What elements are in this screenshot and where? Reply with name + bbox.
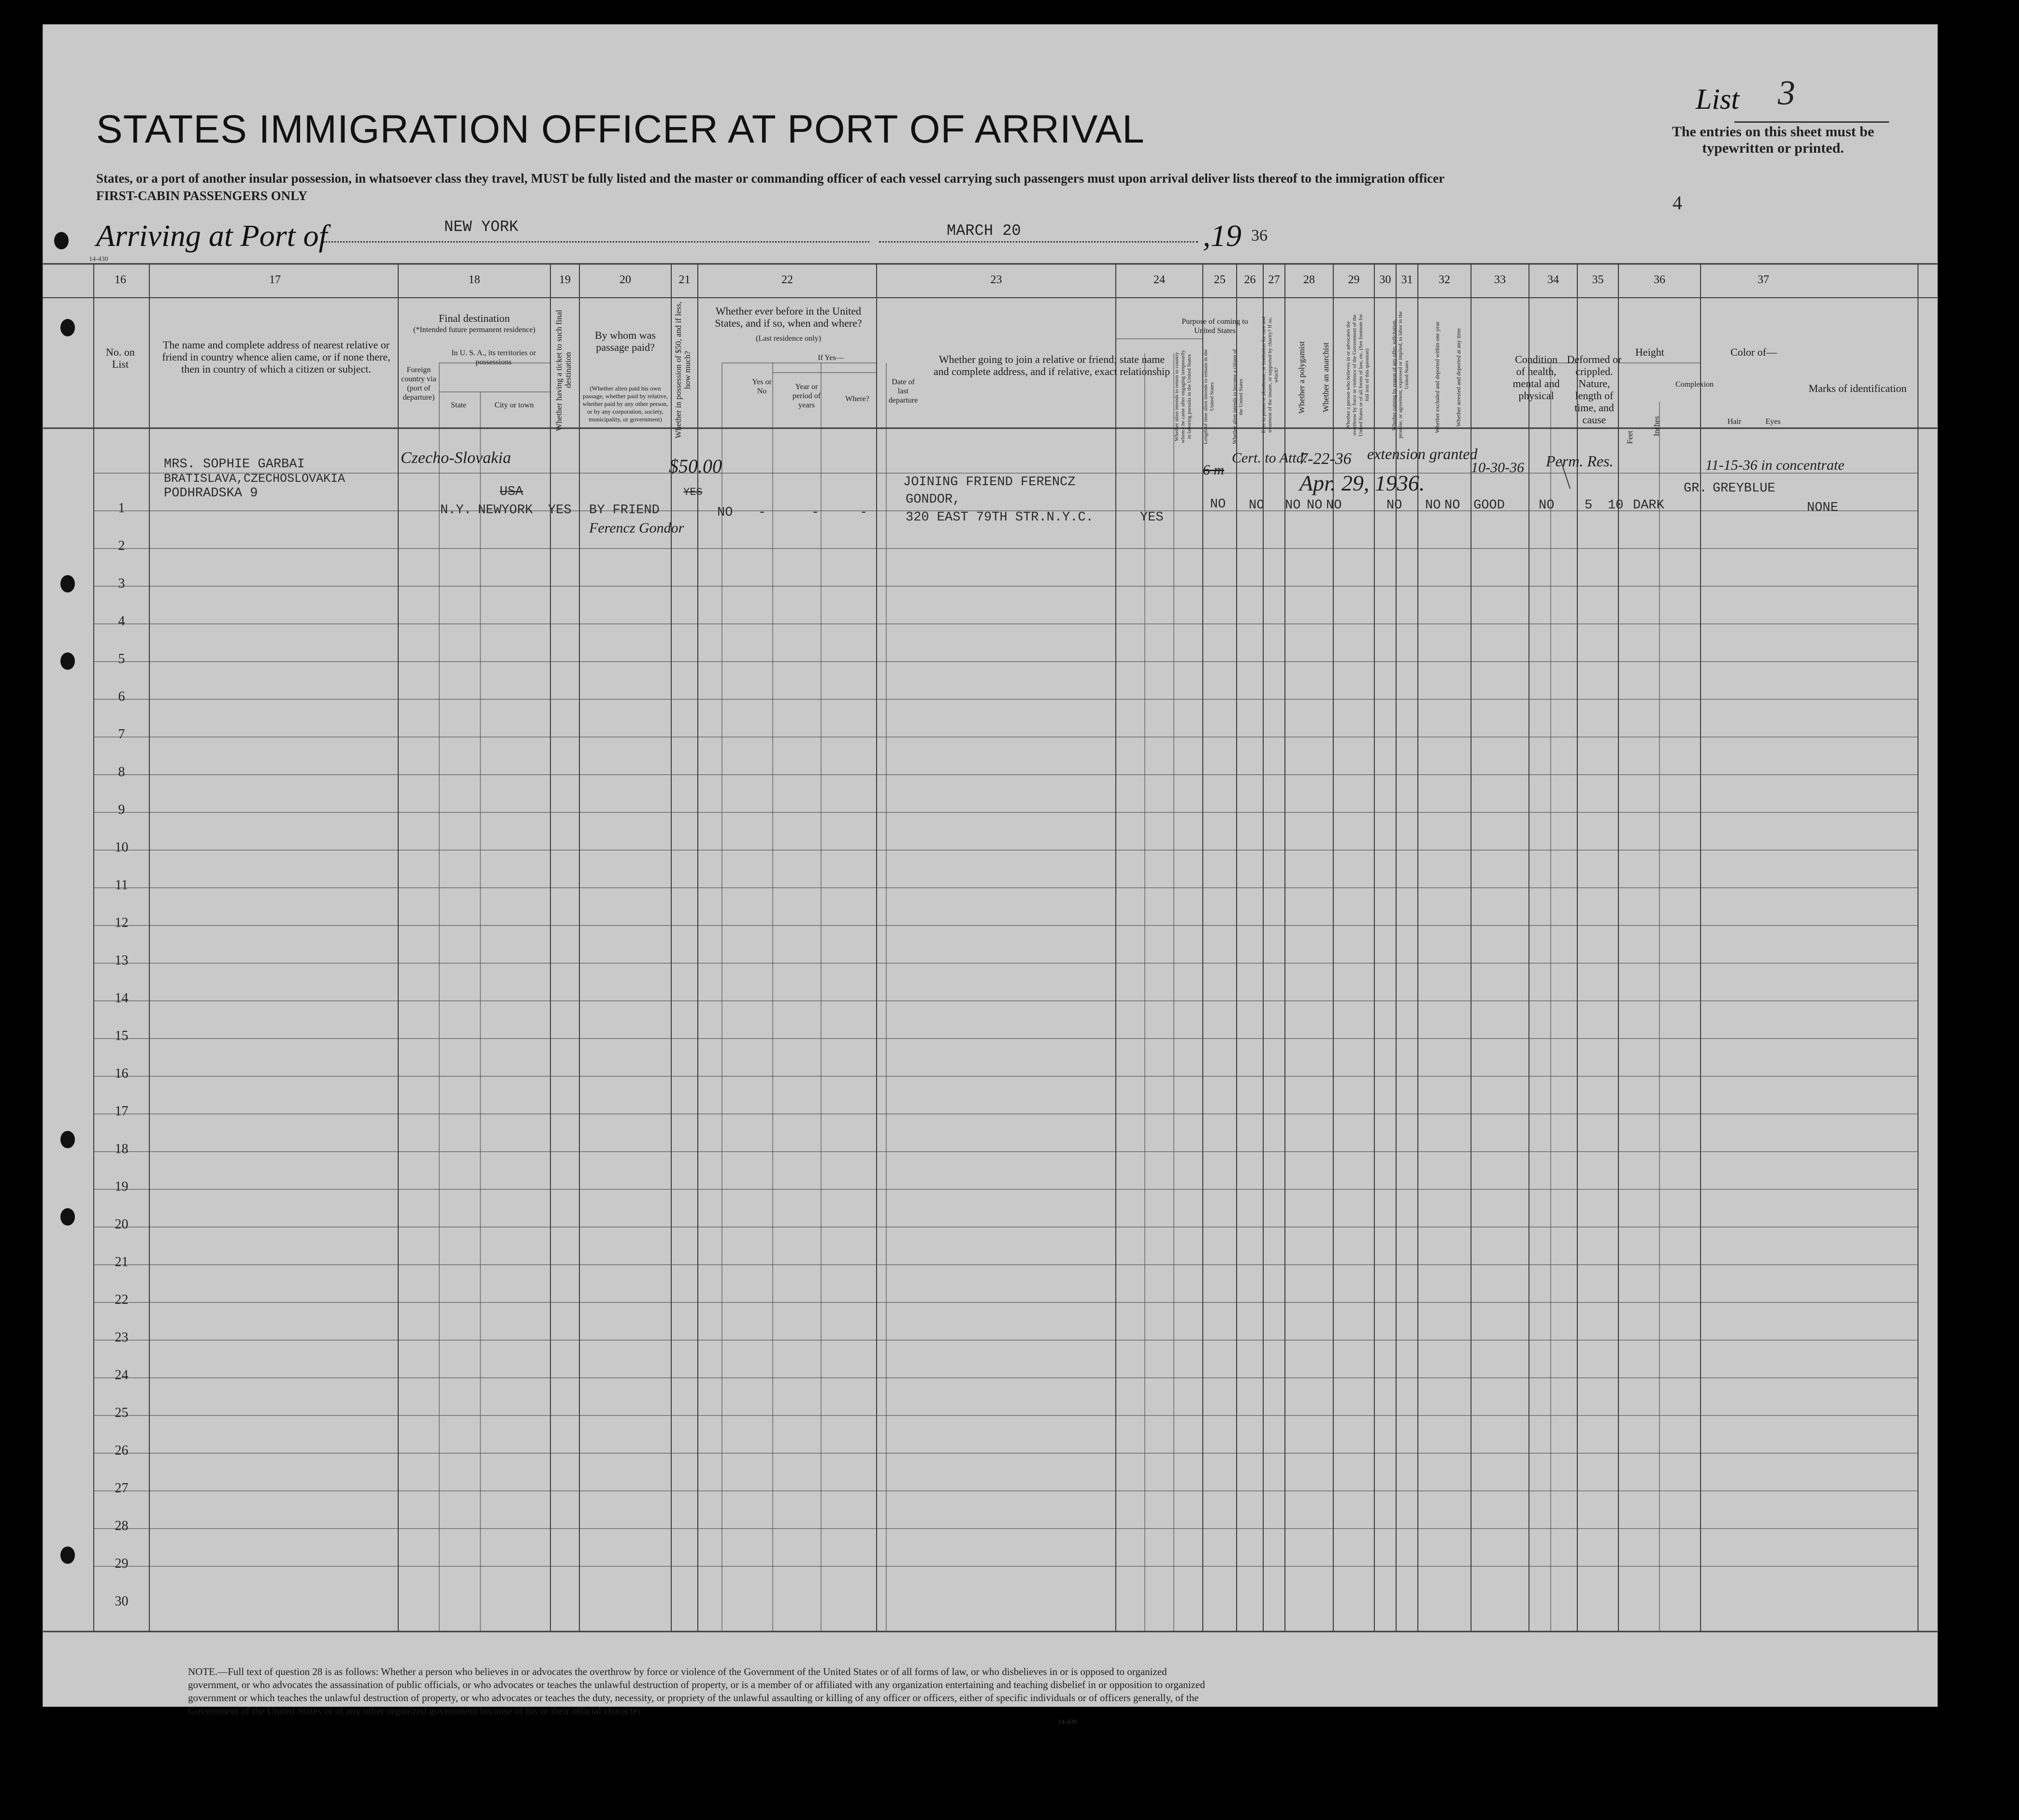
col-number-21: 21	[678, 274, 691, 286]
row-number: 22	[115, 1292, 129, 1307]
header-in-usa: In U. S. A., its territories or possessions	[451, 349, 536, 366]
col-number-34: 34	[1547, 274, 1559, 286]
header-prison: Ever in prison or almshouse, or institution for care and treatment of the insane, or supported by charity? If so, which?	[1261, 317, 1279, 433]
col-number-25: 25	[1214, 274, 1226, 286]
header-eyes: Eyes	[1765, 418, 1781, 426]
header-purpose: Purpose of coming to United States	[1182, 318, 1248, 335]
header-feet: Feet	[1626, 431, 1634, 444]
row-number: 21	[115, 1255, 129, 1270]
row-number: 30	[115, 1594, 129, 1609]
entry-purpose-length: 6 m	[1203, 462, 1225, 478]
col-number-33: 33	[1494, 274, 1506, 286]
punch-hole	[60, 1546, 75, 1564]
arrival-port: NEW YORK	[444, 218, 519, 236]
entry-passage-payer: Ferencz Gondor	[589, 520, 684, 536]
header-state: State	[451, 401, 466, 409]
col-number-29: 29	[1348, 274, 1360, 286]
footnote-code: 14-430	[1058, 1719, 1077, 1726]
row-number: 24	[115, 1368, 129, 1383]
header-ticket: Whether having a ticket to such final destination	[554, 309, 573, 431]
row-number: 25	[115, 1405, 129, 1420]
col-number-36: 36	[1654, 274, 1665, 286]
entry-where-dash: -	[811, 506, 820, 520]
arrival-label: Arriving at Port of	[96, 218, 328, 253]
header-complexion: Complexion	[1675, 380, 1714, 389]
row-number: 9	[118, 802, 125, 817]
entry-arrested: NO	[1444, 498, 1460, 513]
col-number-17: 17	[269, 274, 281, 286]
entry-anarchist: NO	[1307, 498, 1323, 513]
header-ever-before-sub: (Last residence only)	[755, 334, 822, 343]
annotation-date-2: Apr. 29, 1936.	[1299, 471, 1425, 495]
entry-relative-street: PODHRADSKA 9	[164, 486, 258, 501]
date-dotted-line	[879, 241, 1198, 243]
row-number: 15	[115, 1028, 129, 1043]
row-number: 14	[115, 991, 129, 1006]
row-number: 6	[118, 689, 125, 704]
header-final-destination-sub: (*Intended future permanent residence)	[413, 326, 535, 334]
page-title: STATES IMMIGRATION OFFICER AT PORT OF ARRIVAL	[96, 107, 1145, 151]
row-number: 8	[118, 765, 125, 780]
header-purpose-citizen: Whether alien intends to become a citizen of the United States	[1232, 349, 1244, 445]
row-number: 23	[115, 1330, 129, 1345]
entry-hair: GR.	[1684, 481, 1707, 496]
port-dotted-line	[323, 241, 869, 243]
row-number: 7	[118, 727, 125, 742]
cabin-class: FIRST-CABIN PASSENGERS ONLY	[96, 188, 308, 203]
intro-line: States, or a port of another insular possession, in whatsoever class they travel, MUST be fully listed and the master or commanding officer of each vessel carrying such passengers must upon arrival deliver lists thereof to the immigration officer	[96, 171, 1445, 186]
row-number: 18	[115, 1141, 129, 1156]
entry-money: $50.00	[669, 455, 722, 477]
col-number-23: 23	[990, 274, 1002, 286]
intro-text	[96, 170, 1739, 204]
entry-prison: NO	[1249, 498, 1265, 513]
header-inches: Inches	[1653, 416, 1661, 436]
entry-joining-line1: JOINING FRIEND FERENCZ	[903, 475, 1076, 490]
entry-deformed: NO	[1539, 498, 1555, 513]
entry-health: GOOD	[1473, 498, 1505, 513]
header-foreign-country: Foreign country via (port of departure)	[401, 366, 436, 402]
header-polygamist: Whether a polygamist	[1297, 341, 1306, 414]
entry-state: N.Y.	[440, 503, 472, 518]
header-if-yes: If Yes—	[818, 354, 844, 362]
header-date-departure: Date of last departure	[888, 378, 918, 404]
header-joining: Whether going to join a relative or friend; state name and complete address, and if relative, exact relationship	[933, 353, 1170, 377]
entry-marks: NONE	[1807, 501, 1838, 515]
header-purpose-return: Whether alien intends to return to country whence he came after engaging temporarily in laboring pursuits in the United States	[1174, 350, 1192, 444]
row-number: 29	[115, 1556, 129, 1571]
header-overthrow: Whether a person who believes in or advocates the overthrow by force or violence of the Government of the United States or of all forms of law, etc. (See footnote for full text of this question)	[1345, 314, 1370, 436]
entries-note: The entries on this sheet must be typewritten or printed.	[1672, 124, 1875, 156]
punch-hole	[60, 1131, 75, 1148]
entry-foreign-country: Czecho-Slovakia	[401, 449, 511, 467]
row-number: 4	[118, 614, 125, 629]
entry-inches: 10	[1608, 498, 1624, 513]
entry-overthrow: NO	[1326, 498, 1342, 513]
header-contract-labor: Whether coming by reason of any offer, solicitation, promise, or agreement, expressed or implied, to labor in the United States	[1391, 311, 1410, 439]
row-number: 20	[115, 1217, 129, 1232]
entry-date-dash: -	[860, 506, 868, 520]
header-city: City or town	[494, 401, 534, 409]
header-hair: Hair	[1727, 418, 1742, 426]
row-number: 3	[118, 576, 125, 591]
header-no-on-list: No. on List	[106, 346, 135, 370]
entry-ticket: YES	[548, 503, 572, 518]
row-number: 28	[115, 1518, 129, 1533]
punch-hole	[60, 652, 75, 670]
entry-feet: 5	[1585, 498, 1593, 513]
entry-relative-name: MRS. SOPHIE GARBAI	[164, 457, 305, 472]
entry-eyes: GREYBLUE	[1713, 481, 1775, 496]
entry-joining-line3: 320 EAST 79TH STR.N.Y.C.	[906, 510, 1094, 525]
entry-citizen: NO	[1210, 497, 1226, 512]
col-number-16: 16	[115, 274, 126, 286]
sheet-number: 4	[1673, 192, 1682, 214]
row-number: 5	[118, 651, 125, 666]
col-number-18: 18	[468, 274, 480, 286]
col-number-35: 35	[1592, 274, 1604, 286]
annotation-extension: extension granted	[1367, 445, 1478, 462]
header-ever-before: Whether ever before in the United States, and if so, when and where?	[715, 305, 862, 329]
entry-polygamist: NO	[1285, 498, 1301, 513]
annotation-date-3: 10-30-36	[1471, 460, 1524, 476]
header-health: Condition of health, mental and physical	[1513, 353, 1560, 402]
row-number: 19	[115, 1179, 129, 1194]
row-number: 17	[115, 1104, 129, 1119]
header-excluded: Whether excluded and deported within one year	[1434, 321, 1441, 433]
row-number: 13	[115, 953, 129, 968]
list-underline	[1734, 121, 1889, 123]
header-where: Where?	[845, 395, 869, 403]
entry-city: NEWYORK	[478, 503, 533, 518]
header-passage-sub: (Whether alien paid his own passage, whether paid by relative, whether paid by any other person, or by any corporation, society, municipality, or government)	[582, 385, 668, 423]
entry-excluded: NO	[1425, 498, 1441, 513]
list-label: List	[1696, 83, 1740, 115]
entry-complexion: DARK	[1633, 498, 1664, 513]
col-number-22: 22	[781, 274, 793, 286]
entry-joining-line2: GONDOR,	[906, 492, 961, 507]
row-number: 11	[115, 878, 128, 893]
row-number: 1	[118, 501, 125, 516]
entry-years-dash: -	[758, 506, 766, 520]
row-number: 27	[115, 1481, 129, 1496]
header-marks: Marks of identification	[1808, 382, 1907, 394]
col-number-20: 20	[620, 274, 631, 286]
row-number: 10	[115, 840, 129, 855]
entry-passage: BY FRIEND	[589, 503, 660, 518]
header-height: Height	[1635, 346, 1664, 358]
header-color-of: Color of—	[1731, 346, 1777, 358]
col-number-28: 28	[1303, 274, 1315, 286]
annotation-date-1: 7-22-36	[1299, 450, 1352, 468]
entry-money-typed: YES	[683, 486, 703, 498]
col-number-24: 24	[1154, 274, 1165, 286]
header-final-destination: Final destination	[438, 312, 510, 324]
header-purpose-length: Length of time alien intends to remain in the United States	[1203, 349, 1215, 445]
year-prefix: ,19	[1203, 218, 1241, 253]
punch-hole	[60, 319, 75, 336]
year-suffix: 36	[1251, 227, 1268, 245]
entry-purpose-note: Cert. to Attd.	[1232, 450, 1308, 466]
header-years: Year or period of years	[792, 383, 821, 409]
punch-hole	[60, 575, 75, 592]
entry-city-struck: USA	[500, 485, 523, 499]
annotation-perm-res: Perm. Res.	[1546, 452, 1614, 470]
header-yes-or-no: Yes or No	[752, 378, 772, 395]
header-passage: By whom was passage paid?	[595, 329, 656, 353]
manifest-sheet	[43, 24, 1938, 1726]
annotation-date-4: 11-15-36 in concentrate	[1705, 457, 1845, 473]
entry-contract-labor: NO	[1386, 498, 1402, 513]
punch-hole	[54, 232, 69, 249]
col-number-27: 27	[1268, 274, 1280, 286]
punch-hole	[60, 1208, 75, 1226]
col-number-19: 19	[559, 274, 571, 286]
footnote: NOTE.—Full text of question 28 is as follows: Whether a person who believes in or advocates the overthrow by force or violence of the Government of the United States or of all forms of law, or who disbelieves in or is opposed to organized government, or who advocates the assassination of public officials, or who advocates or teaches the unlawful destruction of property, or is a member of or affiliated with any organization entertaining and teaching disbelief in or opposition to organized government or which teaches the unlawful destruction of property, or who advocates or teaches the duty, necessity, or propriety of the unlawful assaulting or killing of any officer or officers, either of specific individuals or of officers generally, of the Government of the United States or of any other organized government because of his or their official character.	[188, 1666, 1205, 1717]
list-number: 3	[1778, 73, 1795, 112]
col-number-37: 37	[1758, 274, 1769, 286]
header-relative-address: The name and complete address of nearest relative or friend in country whence alien came, or if none there, then in country of which a citizen or subject.	[162, 339, 390, 375]
row-number: 12	[115, 915, 129, 930]
entry-ever-before: NO	[717, 506, 733, 520]
entry-purpose-return: YES	[1140, 510, 1164, 525]
col-number-32: 32	[1439, 274, 1450, 286]
row-number: 2	[118, 538, 125, 553]
col-number-26: 26	[1244, 274, 1256, 286]
col-number-30: 30	[1379, 274, 1391, 286]
col-number-31: 31	[1401, 274, 1413, 286]
header-anarchist: Whether an anarchist	[1321, 342, 1330, 413]
row-number: 26	[115, 1443, 129, 1458]
header-arrested: Whether arrested and deported at any time	[1455, 328, 1462, 427]
header-fifty-dollars: Whether in possession of $50, and if less, how much?	[674, 302, 692, 439]
entry-relative-city: BRATISLAVA,CZECHOSLOVAKIA	[164, 472, 346, 486]
row-number: 16	[115, 1066, 129, 1081]
arrival-date: MARCH 20	[947, 222, 1021, 240]
form-code: 14-430	[89, 256, 108, 263]
header-deformed: Deformed or crippled. Nature, length of time, and cause	[1567, 353, 1622, 426]
